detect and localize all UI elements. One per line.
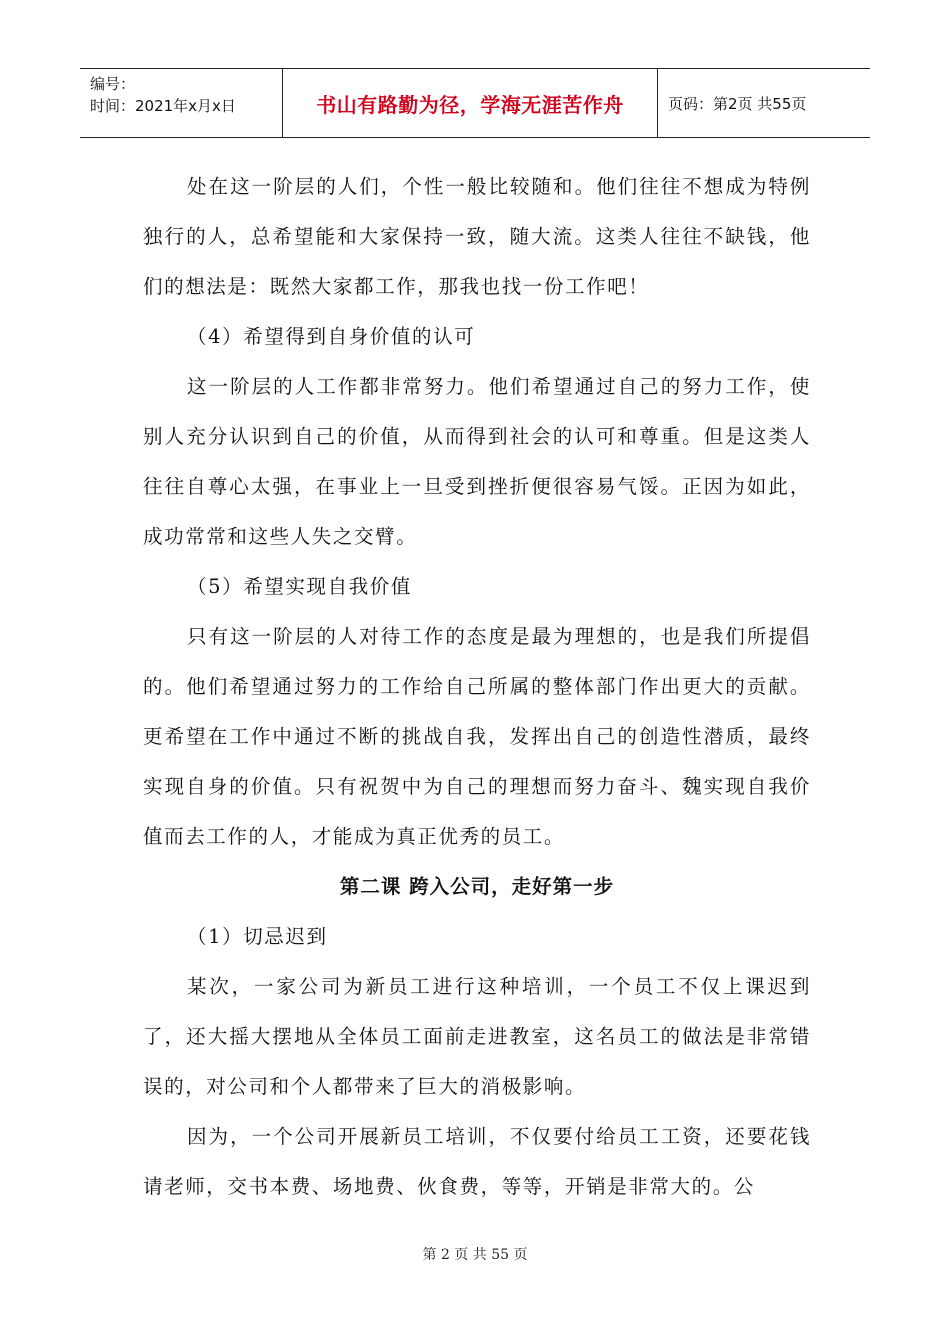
- header-meta: [80, 69, 282, 137]
- page-header: [80, 68, 870, 138]
- body-paragraph: 某次，一家公司为新员工进行这种培训，一个员工不仅上课迟到了，还大摇大摆地从全体员工面前走进教室，这名员工的做法是非常错误的，对公司和个人都带来了巨大的消极影响。: [143, 975, 811, 1098]
- section-item-heading: （5）希望实现自我价值: [187, 575, 413, 598]
- header-page-info: 页码：第2页 共55页: [668, 94, 807, 113]
- body-paragraph: 这一阶层的人工作都非常努力。他们希望通过自己的努力工作，使别人充分认识到自己的价值，从而得到社会的认可和尊重。但是这类人往往自尊心太强，在事业上一旦受到挫折便很容易气馁。正因为如此，成功常常和这些人失之交臂。: [143, 375, 811, 548]
- body-paragraph: 只有这一阶层的人对待工作的态度是最为理想的，也是我们所提倡的。他们希望通过努力的工作给自己所属的整体部门作出更大的贡献。更希望在工作中通过不断的挑战自我，发挥出自己的创造性潜质，最终实现自身的价值。只有祝贺中为自己的理想而努力奋斗、魏实现自我价值而去工作的人，才能成为真正优秀的员工。: [143, 625, 811, 848]
- document-number-label: 编号：: [90, 75, 136, 93]
- section-item-heading: （1）切忌迟到: [187, 925, 328, 948]
- lesson-title: 第二课 跨入公司，走好第一步: [339, 875, 615, 898]
- document-body: [143, 162, 811, 1212]
- body-paragraph: 处在这一阶层的人们，个性一般比较随和。他们往往不想成为特例独行的人，总希望能和大家保持一致，随大流。这类人往往不缺钱，他们的想法是：既然大家都工作，那我也找一份工作吧！: [143, 175, 811, 298]
- document-date-label: 时间：2021年x月x日: [90, 97, 236, 115]
- body-paragraph: 因为，一个公司开展新员工培训，不仅要付给员工工资，还要花钱请老师，交书本费、场地费、伙食费，等等，开销是非常大的。公: [143, 1125, 811, 1198]
- section-item-heading: （4）希望得到自身价值的认可: [187, 325, 476, 348]
- header-motto: 书山有路勤为径，学海无涯苦作舟: [282, 69, 658, 137]
- page-footer: 第 2 页 共 55 页: [422, 1247, 528, 1263]
